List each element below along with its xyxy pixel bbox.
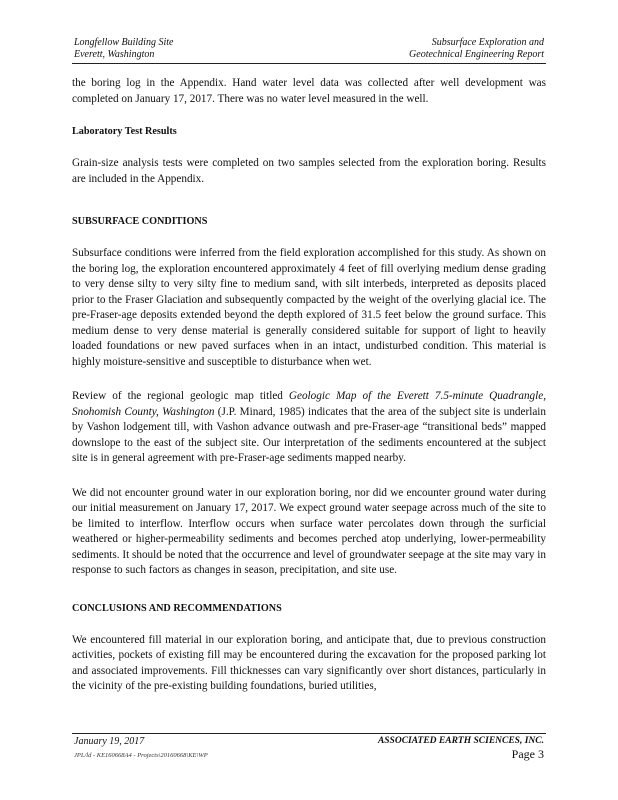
header-report-title-line2: Geotechnical Engineering Report bbox=[409, 49, 544, 60]
conclusions-paragraph: We encountered fill material in our exploration boring, and anticipate that, due to previous construction activities, pockets of existing fill may be encountered during the excavation for the proposed parking lot and associated improvements. Fill thicknesses can vary significantly over short distances, particularly in the vicinity of the pre-existing building foundations, buried utilities, bbox=[72, 633, 546, 692]
conclusions-heading: CONCLUSIONS AND RECOMMENDATIONS bbox=[72, 602, 282, 614]
subsurface-conditions-heading: SUBSURFACE CONDITIONS bbox=[72, 216, 208, 227]
lab-results-paragraph: Grain-size analysis tests were completed on two samples selected from the exploration boring. Results are included in the Appendix. bbox=[72, 157, 546, 185]
footer-file-path: JPL/ld - KE160668A4 - Projects\20160668\KE\WP bbox=[74, 752, 208, 759]
footer-company-name: ASSOCIATED EARTH SCIENCES, INC. bbox=[377, 736, 544, 746]
running-header-left bbox=[74, 37, 173, 61]
lab-results-heading: Laboratory Test Results bbox=[72, 126, 177, 137]
subsurface-paragraph-1: Subsurface conditions were inferred from the field exploration accomplished for this study. As shown on the boring log, the exploration encountered approximately 4 feet of fill overlying medium dense grading to very dense silty to very silty fine to medium sand, with silt interbeds, interpreted as deposits placed prior to the Fraser Glaciation and subsequently compacted by the weight of the overlying glacial ice. The pre-Fraser-age deposits extended beyond the depth explored of 31.5 feet below the ground surface. This medium dense to very dense material is generally considered suitable for support of light to heavily loaded foundations or new paved surfaces when in an intact, undisturbed condition. This material is highly moisture-sensitive and susceptible to disturbance when wet. bbox=[72, 247, 546, 368]
header-project-name: Longfellow Building Site bbox=[74, 37, 174, 48]
subsurface-paragraph-3: We did not encounter ground water in our exploration boring, nor did we encounter ground water during our initial measurement on January 17, 2017. We expect ground water seepage across much of the site to be limited to interflow. Interflow occurs when surface water percolates down through the surficial weathered or higher-permeability sediments and becomes perched atop underlying, lower-permeability sediments. It should be noted that the occurrence and level of groundwater seepage at the site may vary in response to such factors as changes in season, precipitation, and site use. bbox=[72, 486, 546, 576]
header-location: Everett, Washington bbox=[74, 49, 155, 60]
para2-body-text: (J.P. Minard, 1985) indicates that the area of the subject site is underlain by Vashon lodgement till, with Vashon advance outwash and pre-Fraser-age “transitional beds” mapped downslope to the east of the subject site. Our interpretation of the sediments encountered at the subject site is in general agreement with pre-Fraser-age sediments mapped nearby. bbox=[72, 405, 546, 464]
header-rule bbox=[72, 63, 546, 64]
para2-intro-text: Review of the regional geologic map titled bbox=[72, 390, 289, 402]
intro-paragraph: the boring log in the Appendix. Hand water level data was collected after well development was completed on January 17, 2017. There was no water level measured in the well. bbox=[72, 77, 546, 105]
page-number: Page 3 bbox=[511, 747, 544, 761]
running-header-right bbox=[409, 37, 544, 61]
footer-rule bbox=[72, 733, 546, 734]
header-report-title-line1: Subsurface Exploration and bbox=[431, 37, 544, 48]
subsurface-paragraph-2 bbox=[72, 389, 546, 467]
page-body bbox=[72, 76, 546, 695]
geologic-map-title: Geologic Map of the Everett 7.5-minute Quadrangle, Snohomish County, Washington bbox=[72, 390, 546, 418]
footer-date: January 19, 2017 bbox=[74, 736, 145, 747]
